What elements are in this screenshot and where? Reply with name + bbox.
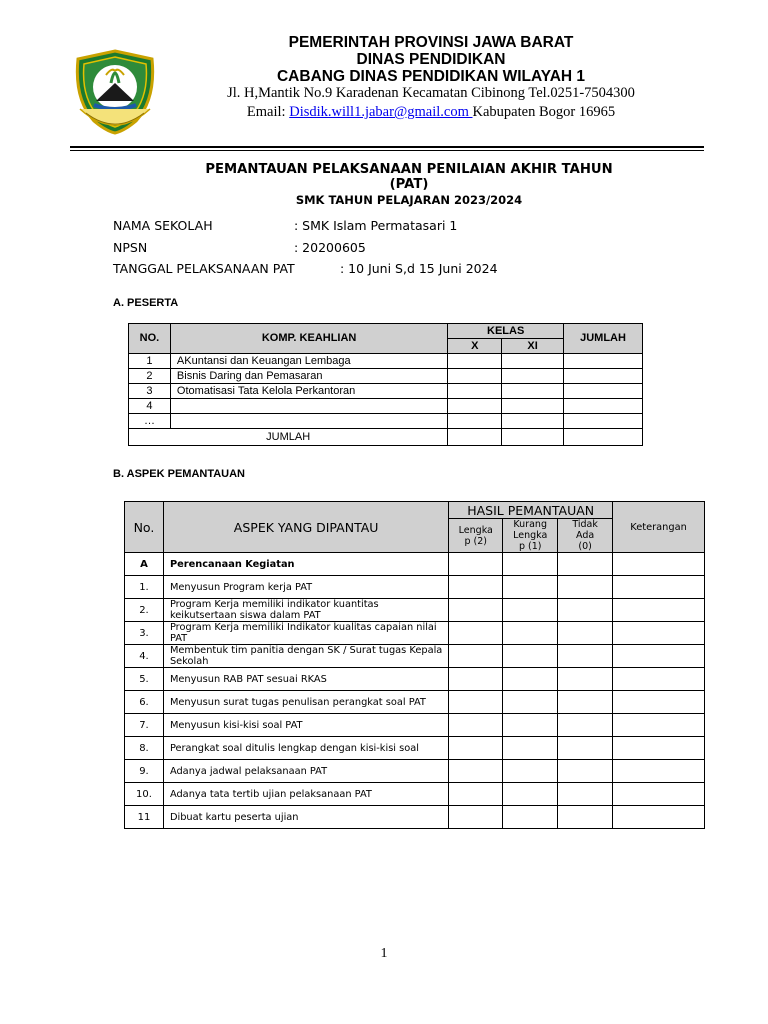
cell-kurang[interactable] xyxy=(503,668,558,691)
row-aspect-text: Membentuk tim panitia dengan SK / Surat tugas Kepala Sekolah xyxy=(163,645,448,668)
date-label: TANGGAL PELAKSANAAN PAT xyxy=(113,261,295,276)
cell-keterangan[interactable] xyxy=(613,806,705,829)
school-label: NAMA SEKOLAH xyxy=(113,218,213,233)
cell-kurang[interactable] xyxy=(503,576,558,599)
cell-lengkap[interactable] xyxy=(449,783,503,806)
cell-lengkap[interactable] xyxy=(449,737,503,760)
cell-keterangan[interactable] xyxy=(613,760,705,783)
cell-kurang[interactable] xyxy=(503,553,558,576)
row-aspect-text: Menyusun RAB PAT sesuai RKAS xyxy=(163,668,448,691)
email-suffix: Kabupaten Bogor 16965 xyxy=(472,104,616,120)
row-aspect-text: Menyusun kisi-kisi soal PAT xyxy=(163,714,448,737)
cell-lengkap[interactable] xyxy=(449,806,503,829)
kop-line-1: PEMERINTAH PROVINSI JAWA BARAT xyxy=(288,34,574,51)
row-komp xyxy=(170,399,447,414)
cell-lengkap[interactable] xyxy=(449,691,503,714)
table-row xyxy=(125,599,705,622)
total-row xyxy=(129,429,643,446)
row-no: 9. xyxy=(125,760,164,783)
cell-tidak[interactable] xyxy=(558,668,613,691)
row-no: 2. xyxy=(125,599,164,622)
th-tidak-ada: Tidak Ada (0) xyxy=(558,519,613,553)
kop-address: Jl. H,Mantik No.9 Karadenan Kecamatan Cibinong Tel.0251-7504300 xyxy=(227,85,635,101)
th-kurang-lengkap: Kurang Lengka p (1) xyxy=(503,519,558,553)
cell-x[interactable] xyxy=(448,369,502,384)
th-hasil: HASIL PEMANTAUAN xyxy=(449,502,613,519)
doc-title-line-3: SMK TAHUN PELAJARAN 2023/2024 xyxy=(295,193,523,207)
participants-table xyxy=(128,323,643,446)
page-number: 1 xyxy=(380,946,388,961)
cell-total-xi[interactable] xyxy=(502,429,564,446)
cell-keterangan[interactable] xyxy=(613,599,705,622)
row-komp xyxy=(170,414,447,429)
row-aspect-text: Menyusun Program kerja PAT xyxy=(163,576,448,599)
cell-xi[interactable] xyxy=(502,399,564,414)
cell-jumlah[interactable] xyxy=(564,399,643,414)
kop-email-line xyxy=(200,103,662,121)
table-row xyxy=(129,414,643,429)
row-aspect-text: Program Kerja memiliki Indikator kualitas capaian nilai PAT xyxy=(163,622,448,645)
cell-keterangan[interactable] xyxy=(613,553,705,576)
row-no: 1 xyxy=(129,354,171,369)
row-no: 10. xyxy=(125,783,164,806)
row-no: 8. xyxy=(125,737,164,760)
table-row xyxy=(125,622,705,645)
cell-lengkap[interactable] xyxy=(449,760,503,783)
header-divider-thin xyxy=(70,150,704,151)
cell-kurang[interactable] xyxy=(503,806,558,829)
cell-tidak[interactable] xyxy=(558,714,613,737)
cell-kurang[interactable] xyxy=(503,783,558,806)
row-no: 6. xyxy=(125,691,164,714)
cell-x[interactable] xyxy=(448,384,502,399)
doc-title-line-2: (PAT) xyxy=(389,177,429,192)
cell-kurang[interactable] xyxy=(503,645,558,668)
cell-x[interactable] xyxy=(448,354,502,369)
th-keterangan: Keterangan xyxy=(613,502,705,553)
cell-jumlah[interactable] xyxy=(564,354,643,369)
table-row xyxy=(125,668,705,691)
npsn-label: NPSN xyxy=(113,240,148,255)
table-row xyxy=(125,576,705,599)
cell-lengkap[interactable] xyxy=(449,714,503,737)
cell-total-x[interactable] xyxy=(448,429,502,446)
cell-keterangan[interactable] xyxy=(613,737,705,760)
cell-lengkap[interactable] xyxy=(449,645,503,668)
cell-tidak[interactable] xyxy=(558,645,613,668)
cell-tidak[interactable] xyxy=(558,737,613,760)
email-label: Email: xyxy=(246,104,290,120)
row-aspect-text: Program Kerja memiliki indikator kuantitas keikutsertaan siswa dalam PAT xyxy=(163,599,448,622)
cell-tidak[interactable] xyxy=(558,622,613,645)
cell-kurang[interactable] xyxy=(503,737,558,760)
header-divider-thick xyxy=(70,146,704,148)
row-aspect-text: Adanya tata tertib ujian pelaksanaan PAT xyxy=(163,783,448,806)
email-link[interactable]: Disdik.will1.jabar@gmail.com xyxy=(289,104,473,120)
table-row xyxy=(125,737,705,760)
th-komp: KOMP. KEAHLIAN xyxy=(170,324,447,354)
cell-keterangan[interactable] xyxy=(613,576,705,599)
table-row xyxy=(125,645,705,668)
cell-x[interactable] xyxy=(448,399,502,414)
th-no: No. xyxy=(125,502,164,553)
table-row xyxy=(129,384,643,399)
cell-jumlah[interactable] xyxy=(564,369,643,384)
section-b-heading: B. ASPEK PEMANTAUAN xyxy=(113,468,246,480)
date-value: : 10 Juni S,d 15 Juni 2024 xyxy=(340,261,498,276)
cell-tidak[interactable] xyxy=(558,553,613,576)
row-no: 11 xyxy=(125,806,164,829)
kop-line-3: CABANG DINAS PENDIDIKAN WILAYAH 1 xyxy=(276,68,586,85)
row-no: 1. xyxy=(125,576,164,599)
cell-keterangan[interactable] xyxy=(613,714,705,737)
total-label: JUMLAH xyxy=(129,429,448,446)
school-value: : SMK Islam Permatasari 1 xyxy=(294,218,458,233)
cell-keterangan[interactable] xyxy=(613,668,705,691)
cell-tidak[interactable] xyxy=(558,783,613,806)
cell-tidak[interactable] xyxy=(558,760,613,783)
cell-xi[interactable] xyxy=(502,369,564,384)
row-aspect-text: Dibuat kartu peserta ujian xyxy=(163,806,448,829)
cell-total-jumlah[interactable] xyxy=(564,429,643,446)
cell-kurang[interactable] xyxy=(503,714,558,737)
cell-lengkap[interactable] xyxy=(449,576,503,599)
row-no: 3. xyxy=(125,622,164,645)
row-aspect-text: Menyusun surat tugas penulisan perangkat soal PAT xyxy=(163,691,448,714)
table-row xyxy=(125,806,705,829)
th-no: NO. xyxy=(129,324,171,354)
row-komp: AKuntansi dan Keuangan Lembaga xyxy=(170,354,447,369)
cell-lengkap[interactable] xyxy=(449,599,503,622)
row-no: … xyxy=(129,414,171,429)
row-no: 5. xyxy=(125,668,164,691)
group-no: A xyxy=(125,553,164,576)
table-row xyxy=(125,783,705,806)
table-row xyxy=(129,399,643,414)
th-xi: XI xyxy=(502,339,564,354)
group-label: Perencanaan Kegiatan xyxy=(163,553,448,576)
th-lengkap: Lengka p (2) xyxy=(449,519,503,553)
row-no: 4. xyxy=(125,645,164,668)
cell-x[interactable] xyxy=(448,414,502,429)
cell-xi[interactable] xyxy=(502,384,564,399)
doc-title-line-1: PEMANTAUAN PELAKSANAAN PENILAIAN AKHIR TAHUN xyxy=(205,162,613,177)
cell-lengkap[interactable] xyxy=(449,553,503,576)
cell-tidak[interactable] xyxy=(558,806,613,829)
table-row xyxy=(125,691,705,714)
cell-xi[interactable] xyxy=(502,354,564,369)
cell-keterangan[interactable] xyxy=(613,645,705,668)
monitoring-table xyxy=(124,501,705,829)
section-a-heading: A. PESERTA xyxy=(113,297,179,309)
cell-tidak[interactable] xyxy=(558,576,613,599)
table-row xyxy=(125,714,705,737)
province-emblem-logo xyxy=(72,49,158,135)
cell-tidak[interactable] xyxy=(558,599,613,622)
row-komp: Bisnis Daring dan Pemasaran xyxy=(170,369,447,384)
kop-line-2: DINAS PENDIDIKAN xyxy=(356,51,506,68)
th-kelas: KELAS xyxy=(448,324,564,339)
row-no: 4 xyxy=(129,399,171,414)
row-komp: Otomatisasi Tata Kelola Perkantoran xyxy=(170,384,447,399)
cell-jumlah[interactable] xyxy=(564,384,643,399)
group-row xyxy=(125,553,705,576)
table-row xyxy=(129,369,643,384)
cell-kurang[interactable] xyxy=(503,760,558,783)
cell-keterangan[interactable] xyxy=(613,691,705,714)
row-no: 7. xyxy=(125,714,164,737)
cell-jumlah[interactable] xyxy=(564,414,643,429)
th-x: X xyxy=(448,339,502,354)
th-jumlah: JUMLAH xyxy=(564,324,643,354)
row-no: 3 xyxy=(129,384,171,399)
table-row xyxy=(129,354,643,369)
cell-kurang[interactable] xyxy=(503,622,558,645)
row-aspect-text: Adanya jadwal pelaksanaan PAT xyxy=(163,760,448,783)
row-no: 2 xyxy=(129,369,171,384)
cell-lengkap[interactable] xyxy=(449,622,503,645)
cell-tidak[interactable] xyxy=(558,691,613,714)
th-aspek: ASPEK YANG DIPANTAU xyxy=(163,502,448,553)
table-row xyxy=(125,760,705,783)
npsn-value: : 20200605 xyxy=(294,240,366,255)
cell-xi[interactable] xyxy=(502,414,564,429)
cell-kurang[interactable] xyxy=(503,691,558,714)
cell-keterangan[interactable] xyxy=(613,622,705,645)
row-aspect-text: Perangkat soal ditulis lengkap dengan kisi-kisi soal xyxy=(163,737,448,760)
cell-kurang[interactable] xyxy=(503,599,558,622)
cell-keterangan[interactable] xyxy=(613,783,705,806)
cell-lengkap[interactable] xyxy=(449,668,503,691)
